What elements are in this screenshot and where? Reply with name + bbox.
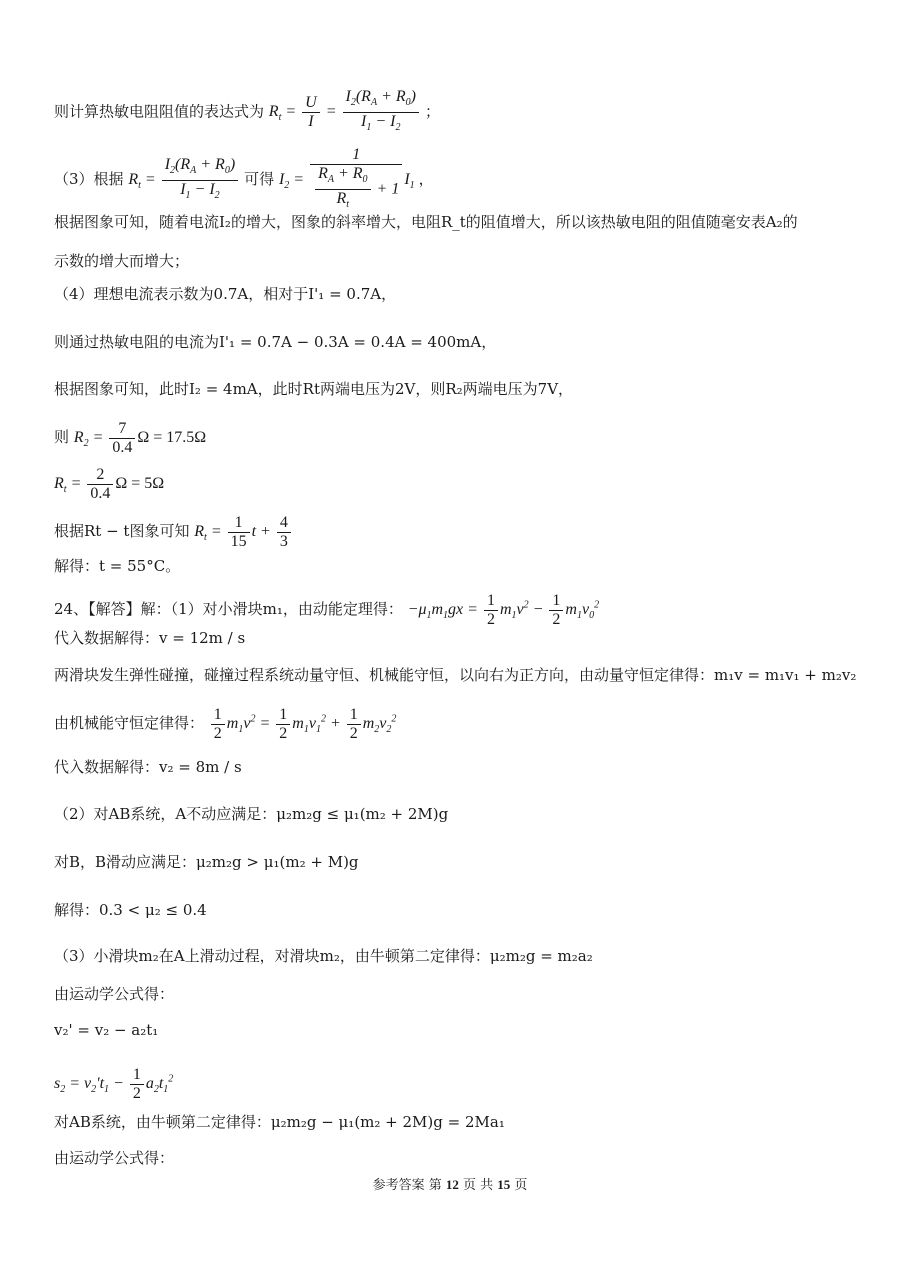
line-1 (54, 88, 440, 137)
formula-r2: $R_2$ = $\frac{7}{0.4}$ Ω = 17.5Ω (73, 420, 207, 456)
line-12 (54, 592, 599, 629)
line-2-mid: 可得 (244, 169, 275, 188)
line-20: （3）小滑块m₂在A上滑动过程，对滑块m₂，由牛顿第二定律得：μ₂m₂g = m₂a₂ (54, 947, 593, 965)
line-2-end: ， (418, 169, 434, 188)
page-footer (0, 1174, 900, 1193)
formula-kinetic-energy: $-\mu_1m_1gx$ = $\frac{1}{2}$ $m_1v^2$ − $\frac{1}{2}$ $m_1v_0^2$ (407, 592, 600, 628)
line-5: （4）理想电流表示数为0.7A，相对于I'₁ = 0.7A， (54, 285, 397, 303)
formula-rt-ratio: $R_t$ = $\frac{I_2(R_A + R_0)}{I_1 - I_2}$ (128, 171, 244, 188)
line-15-text: 由机械能守恒定律得： (54, 714, 205, 733)
line-12-text: 24、【解答】解：（1）对小滑块m₁，由动能定理得： (54, 600, 403, 619)
line-1-end: ； (424, 102, 440, 121)
line-8-text: 则 (54, 428, 70, 447)
formula-displacement: $s_2 = v_2't_1$ − $\frac{1}{2}$ $a_2t_1^2$ (54, 1066, 174, 1102)
line-14: 两滑块发生弹性碰撞，碰撞过程系统动量守恒、机械能守恒，以向右为正方向，由动量守恒定律得：m₁v = m₁v₁ + m₂v₂ (54, 666, 857, 684)
footer-page-number: 12 (445, 1177, 459, 1192)
formula-rt-value: $R_t$ = $\frac{2}{0.4}$ Ω = 5Ω (54, 466, 165, 502)
formula-rt-t: $R_t$ = $\frac{1}{15}$ t + $\frac{4}{3}$ (194, 523, 293, 540)
line-15 (54, 706, 396, 743)
footer-total-pages: 15 (497, 1177, 511, 1192)
formula-energy-conservation: $\frac{1}{2}$ $m_1v^2$ = $\frac{1}{2}$ $m_1v_1^2$ + $\frac{1}{2}$ $m_2v_2^2$ (209, 715, 397, 732)
line-3: 根据图象可知，随着电流I₂的增大，图象的斜率增大，电阻R_t的阻值增大，所以该热敏电阻的阻值随毫安表A₂的 (54, 213, 798, 231)
line-7: 根据图象可知，此时I₂ = 4mA，此时Rt两端电压为2V，则R₂两端电压为7V， (54, 380, 574, 398)
line-25: 由运动学公式得： (54, 1149, 175, 1167)
line-10-text: 根据Rt − t图象可知 (54, 522, 190, 541)
line-22: v₂' = v₂ − a₂t₁ (54, 1021, 159, 1039)
footer-suffix: 页 (514, 1178, 528, 1193)
line-13: 代入数据解得：v = 12m / s (54, 629, 246, 647)
line-18: 对B，B滑动应满足：μ₂m₂g > μ₁(m₂ + M)g (54, 853, 359, 871)
line-16: 代入数据解得：v₂ = 8m / s (54, 758, 242, 776)
line-24: 对AB系统，由牛顿第二定律得：μ₂m₂g − μ₁(m₂ + 2M)g = 2Ma₁ (54, 1113, 505, 1131)
line-21: 由运动学公式得： (54, 985, 175, 1003)
line-9 (54, 466, 164, 503)
line-17: （2）对AB系统，A不动应满足：μ₂m₂g ≤ μ₁(m₂ + 2M)g (54, 805, 449, 823)
line-2-text: （3）根据 (54, 169, 124, 188)
line-1-text: 则计算热敏电阻阻值的表达式为 (54, 102, 265, 121)
footer-prefix: 参考答案 第 (372, 1178, 442, 1193)
line-11: 解得：t = 55°C。 (54, 557, 181, 575)
formula-rt-expression: $R_t$ = $\frac{U}{I}$ = $\frac{I_2(R_A + R_0)}{I_1 - I_2}$ (269, 103, 425, 120)
line-8 (54, 420, 206, 457)
line-6: 则通过热敏电阻的电流为I'₁ = 0.7A − 0.3A = 0.4A = 400mA， (54, 333, 497, 351)
line-23 (54, 1066, 173, 1103)
line-19: 解得：0.3 < μ₂ ≤ 0.4 (54, 901, 207, 919)
footer-mid: 页 共 (462, 1178, 494, 1193)
formula-i2: $I_2$ = 1 $\frac{R_A + R_0}{R_t}$ + 1 $I_1$ (278, 146, 415, 211)
line-10 (54, 514, 293, 551)
line-4: 示数的增大而增大； (54, 252, 190, 270)
line-2 (54, 146, 434, 214)
